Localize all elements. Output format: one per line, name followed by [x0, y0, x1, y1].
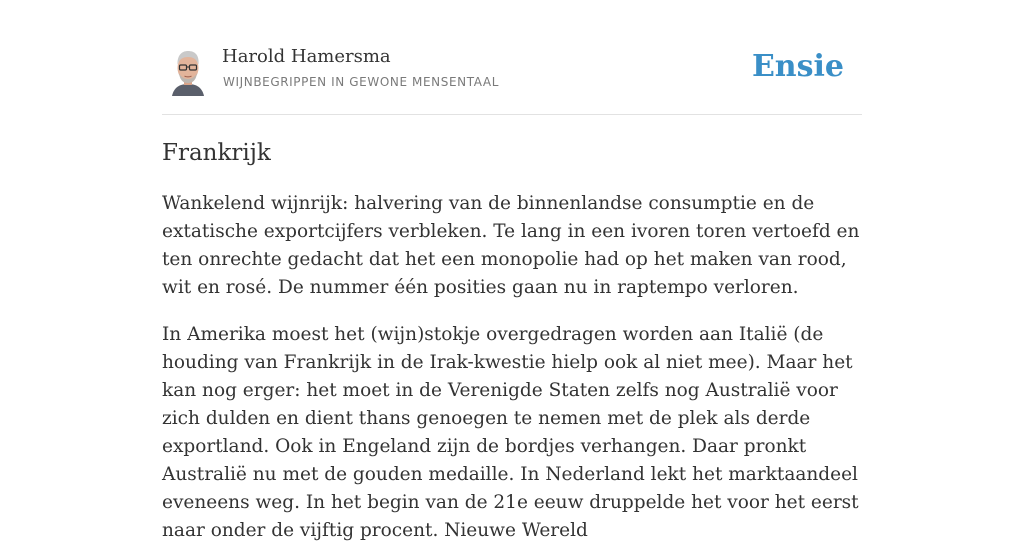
article-paragraph: In Amerika moest het (wijn)stokje overgedragen worden aan Italië (de houding van Frankrijk in de Irak-kwestie hielp ook al niet mee). Maar het kan nog erger: het moet in de Verenigde Staten zelfs nog Australië voor zich dulden en dient thans genoegen te nemen met de plek als derde exportland. Ook in Engeland zijn de bordjes verhangen. Daar pronkt Australië nu met de gouden medaille. In Nederland lekt het marktaandeel eveneens weg. In het begin van de 21e eeuw druppelde het voor het eerst naar onder de vijftig procent. Nieuwe Wereld [162, 324, 859, 541]
author-avatar[interactable] [166, 46, 210, 96]
brand-logo[interactable]: Ensie [751, 49, 844, 84]
article-paragraph: Wankelend wijnrijk: halvering van de binnenlandse consumptie en de extatische exportcijfers verbleken. Te lang in een ivoren toren vertoefd en ten onrechte gedacht dat het een monopolie had op het maken van rood, wit en rosé. De nummer één posities gaan nu in raptempo verloren. [162, 193, 860, 298]
article-title: Frankrijk [162, 140, 271, 166]
author-name[interactable]: Harold Hamersma [222, 46, 391, 67]
site-header [162, 40, 862, 115]
article [162, 136, 862, 545]
author-subtitle: WIJNBEGRIPPEN IN GEWONE MENSENTAAL [223, 75, 499, 89]
